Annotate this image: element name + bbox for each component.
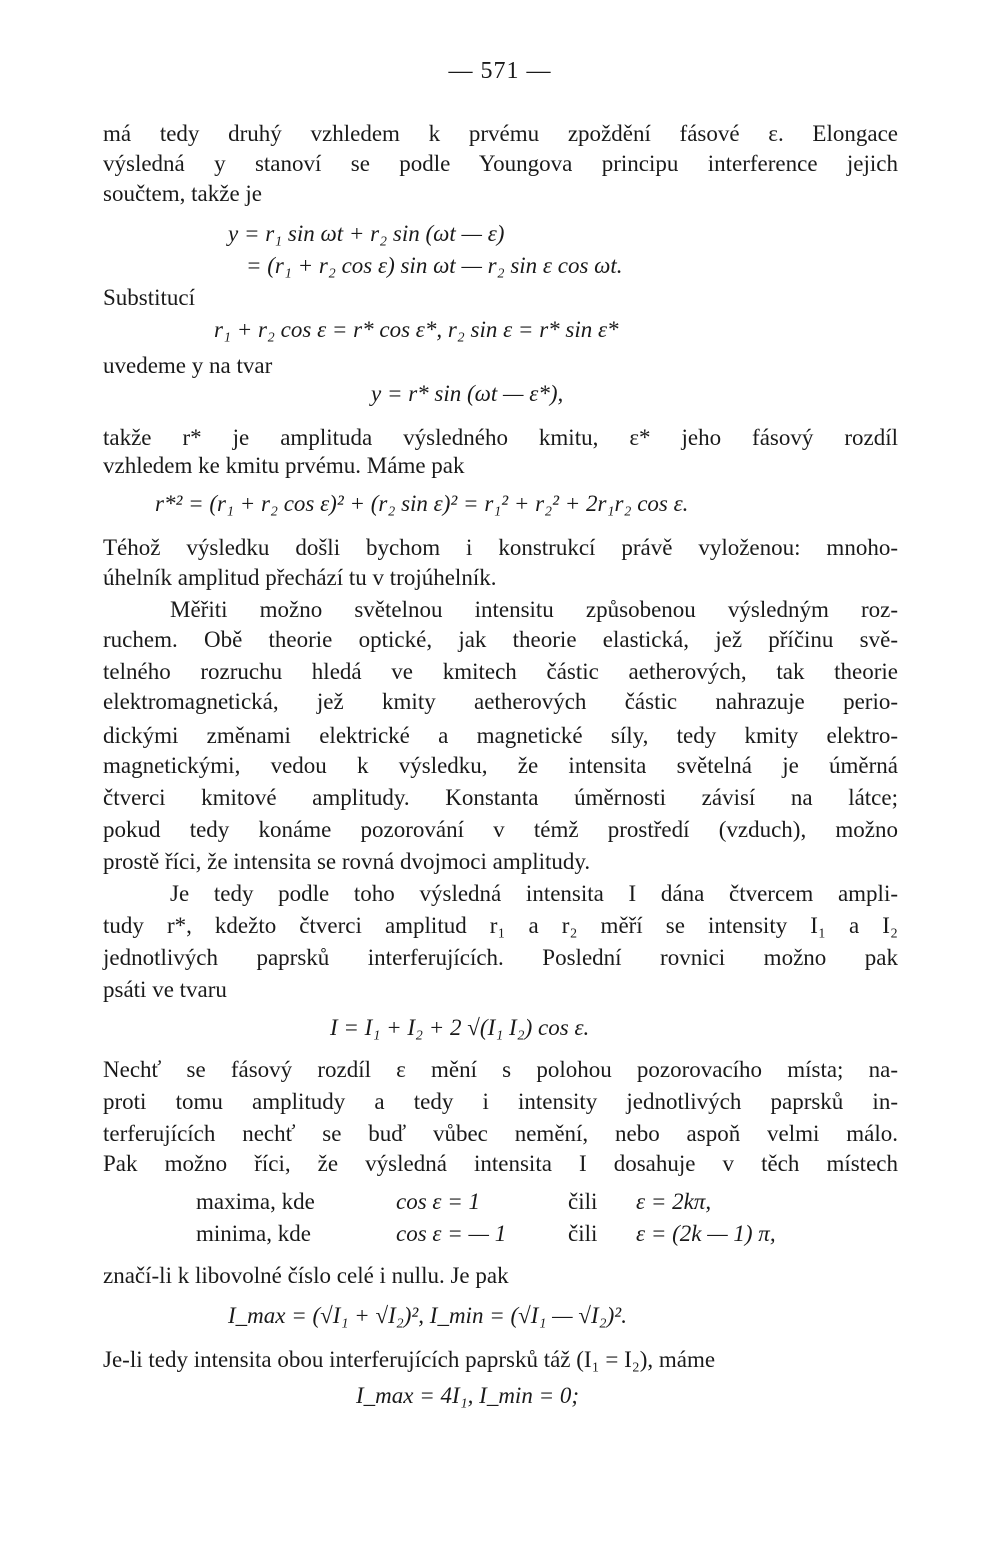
equation-line: y = r* sin (ωt — ε*),: [371, 381, 564, 406]
equation-cell: čili: [568, 1221, 598, 1246]
text-line: Téhož výsledku došli bychom i konstrukcí právě vyloženou: mnoho-: [103, 535, 898, 560]
equation-line: r₁ + r₂ cos ε = r* cos ε*, r₂ sin ε = r* sin ε*: [214, 317, 619, 342]
text-line: telného rozruchu hledá ve kmitech částic aetherových, tak theorie: [103, 659, 898, 684]
text-line: výsledná y stanoví se podle Youngova principu interference jejich: [103, 151, 898, 176]
text-line: jednotlivých paprsků interferujících. Poslední rovnici možno pak: [103, 945, 898, 970]
equation-cell: cos ε = 1: [396, 1189, 480, 1214]
text-line: pokud tedy konáme pozorování v témž prostředí (vzduch), možno: [103, 817, 898, 842]
equation-cell: minima, kde: [196, 1221, 311, 1246]
text-line: Je tedy podle toho výsledná intensita I dána čtvercem ampli-: [170, 881, 898, 906]
text-line: elektromagnetická, jež kmity aetherových částic nahrazuje perio-: [103, 689, 898, 714]
text-line: čtverci kmitové amplitudy. Konstanta úměrnosti závisí na látce;: [103, 785, 898, 810]
text-line: terferujících nechť se buď vůbec nemění, nebo aspoň velmi málo.: [103, 1121, 898, 1146]
text-line: úhelník amplitud přechází tu v trojúhelník.: [103, 565, 497, 590]
equation-line: I_max = 4I₁, I_min = 0;: [356, 1383, 579, 1408]
text-line: proti tomu amplitudy a tedy i intensity jednotlivých paprsků in-: [103, 1089, 898, 1114]
equation-line: I_max = (√I₁ + √I₂)², I_min = (√I₁ — √I₂)².: [228, 1303, 627, 1328]
page-number: — 571 —: [448, 58, 552, 84]
equation-cell: maxima, kde: [196, 1189, 315, 1214]
text-line: uvedeme y na tvar: [103, 353, 273, 378]
equation-line: r*² = (r₁ + r₂ cos ε)² + (r₂ sin ε)² = r₁² + r₂² + 2r₁r₂ cos ε.: [155, 491, 689, 516]
text-line: Je-li tedy intensita obou interferujících paprsků táž (I₁ = I₂), máme: [103, 1347, 716, 1372]
text-line: tudy r*, kdežto čtverci amplitud r₁ a r₂ měří se intensity I₁ a I₂: [103, 913, 898, 938]
equation-cell: čili: [568, 1189, 598, 1214]
equation-cell: ε = 2kπ,: [636, 1189, 712, 1214]
equation-cell: ε = (2k — 1) π,: [636, 1221, 776, 1246]
text-line: má tedy druhý vzhledem k prvému zpoždění fásové ε. Elongace: [103, 121, 898, 146]
text-line: Měřiti možno světelnou intensitu způsobenou výsledným roz-: [170, 597, 898, 622]
text-line: Nechť se fásový rozdíl ε mění s polohou pozorovacího místa; na-: [103, 1057, 898, 1082]
text-line: ruchem. Obě theorie optické, jak theorie elastická, jež příčinu svě-: [103, 627, 898, 652]
equation-line: I = I₁ + I₂ + 2 √(I₁ I₂) cos ε.: [330, 1015, 590, 1040]
text-line: Substitucí: [103, 285, 196, 310]
equation-line: = (r₁ + r₂ cos ε) sin ωt — r₂ sin ε cos ωt.: [246, 253, 623, 278]
text-line: vzhledem ke kmitu prvému. Máme pak: [103, 453, 465, 478]
equation-line: y = r₁ sin ωt + r₂ sin (ωt — ε): [228, 221, 505, 246]
text-line: prostě říci, že intensita se rovná dvojmoci amplitudy.: [103, 849, 591, 874]
text-line: takže r* je amplituda výsledného kmitu, ε* jeho fásový rozdíl: [103, 425, 898, 450]
text-line: dickými změnami elektrické a magnetické síly, tedy kmity elektro-: [103, 723, 898, 748]
text-line: Pak možno říci, že výsledná intensita I dosahuje v těch místech: [103, 1151, 898, 1176]
text-line: psáti ve tvaru: [103, 977, 227, 1002]
text-line: magnetickými, vedou k výsledku, že intensita světelná je úměrná: [103, 753, 898, 778]
text-line: součtem, takže je: [103, 181, 263, 206]
equation-cell: cos ε = — 1: [396, 1221, 507, 1246]
text-line: značí-li k libovolné číslo celé i nullu. Je pak: [103, 1263, 509, 1288]
